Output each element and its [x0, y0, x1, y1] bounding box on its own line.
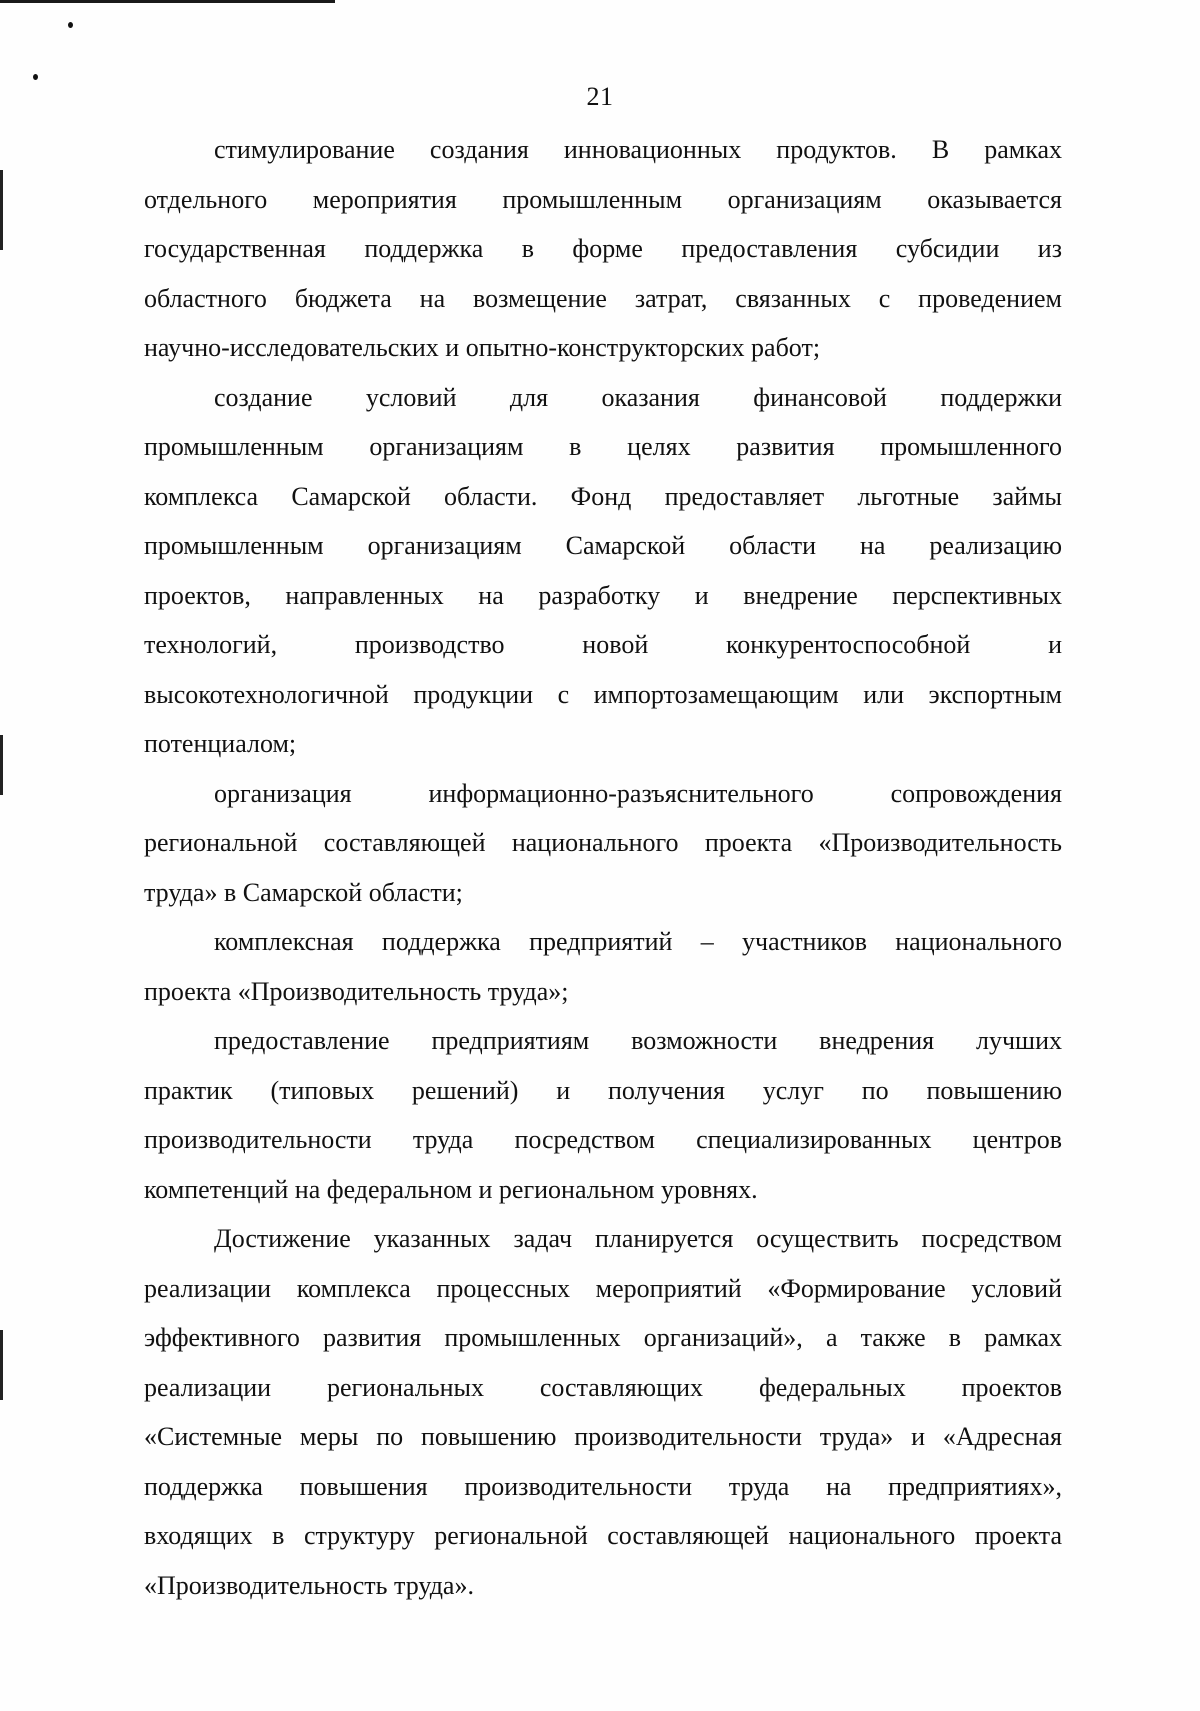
text-line: входящих в структуру региональной составляющей национального проекта	[144, 1521, 1062, 1550]
text-line: комплекса Самарской области. Фонд предоставляет льготные займы	[144, 481, 1062, 511]
paragraph	[144, 917, 1062, 1016]
text-line: стимулирование создания инновационных продуктов. В рамках	[214, 135, 1062, 164]
text-line: предоставление предприятиям возможности внедрения лучших	[214, 1026, 1062, 1055]
text-line: проекта «Производительность труда»;	[144, 976, 569, 1006]
text-line: эффективного развития промышленных организаций», а также в рамках	[144, 1323, 1062, 1352]
paragraph	[144, 125, 1062, 373]
scan-edge-mark	[0, 735, 3, 795]
text-line: технологий, производство новой конкурентоспособной и	[144, 630, 1062, 659]
text-line: реализации региональных составляющих федеральных проектов	[144, 1372, 1062, 1402]
text-line: научно-исследовательских и опытно-конструкторских работ;	[144, 333, 821, 362]
text-line: создание условий для оказания финансовой поддержки	[214, 382, 1062, 412]
scan-speck	[33, 74, 38, 80]
text-line: промышленным организациям в целях развития промышленного	[144, 432, 1062, 461]
text-line: практик (типовых решений) и получения услуг по повышению	[144, 1075, 1062, 1105]
text-line: потенциалом;	[144, 729, 297, 758]
text-line: областного бюджета на возмещение затрат, связанных с проведением	[144, 283, 1062, 313]
text-line: реализации комплекса процессных мероприятий «Формирование условий	[144, 1273, 1062, 1303]
text-line: высокотехнологичной продукции с импортозамещающим или экспортным	[144, 679, 1062, 709]
text-line: государственная поддержка в форме предоставления субсидии из	[144, 234, 1062, 263]
text-line: поддержка повышения производительности труда на предприятиях»,	[144, 1471, 1062, 1501]
document-body	[144, 125, 1062, 1610]
text-line: «Производительность труда».	[144, 1570, 474, 1600]
paragraph	[144, 373, 1062, 769]
text-line: отдельного мероприятия промышленным организациям оказывается	[144, 184, 1062, 214]
paragraph	[144, 1016, 1062, 1214]
paragraph	[144, 1214, 1062, 1610]
scan-top-rule	[0, 0, 335, 3]
text-line: региональной составляющей национального проекта «Производительность	[144, 828, 1062, 857]
text-line: комплексная поддержка предприятий – участников национального	[214, 927, 1062, 956]
scan-edge-mark	[0, 170, 3, 250]
text-line: «Системные меры по повышению производительности труда» и «Адресная	[144, 1422, 1062, 1451]
text-line: производительности труда посредством специализированных центров	[144, 1125, 1062, 1154]
text-line: компетенций на федеральном и региональном уровнях.	[144, 1174, 758, 1204]
text-line: Достижение указанных задач планируется осуществить посредством	[214, 1224, 1062, 1253]
paragraph	[144, 769, 1062, 918]
text-line: промышленным организациям Самарской области на реализацию	[144, 531, 1062, 560]
text-line: организация информационно-разъяснительного сопровождения	[214, 778, 1062, 808]
page-number: 21	[586, 82, 614, 111]
text-line: труда» в Самарской области;	[144, 877, 463, 907]
scan-edge-mark	[0, 1330, 3, 1400]
text-line: проектов, направленных на разработку и внедрение перспективных	[144, 580, 1062, 610]
scan-speck	[68, 22, 73, 28]
